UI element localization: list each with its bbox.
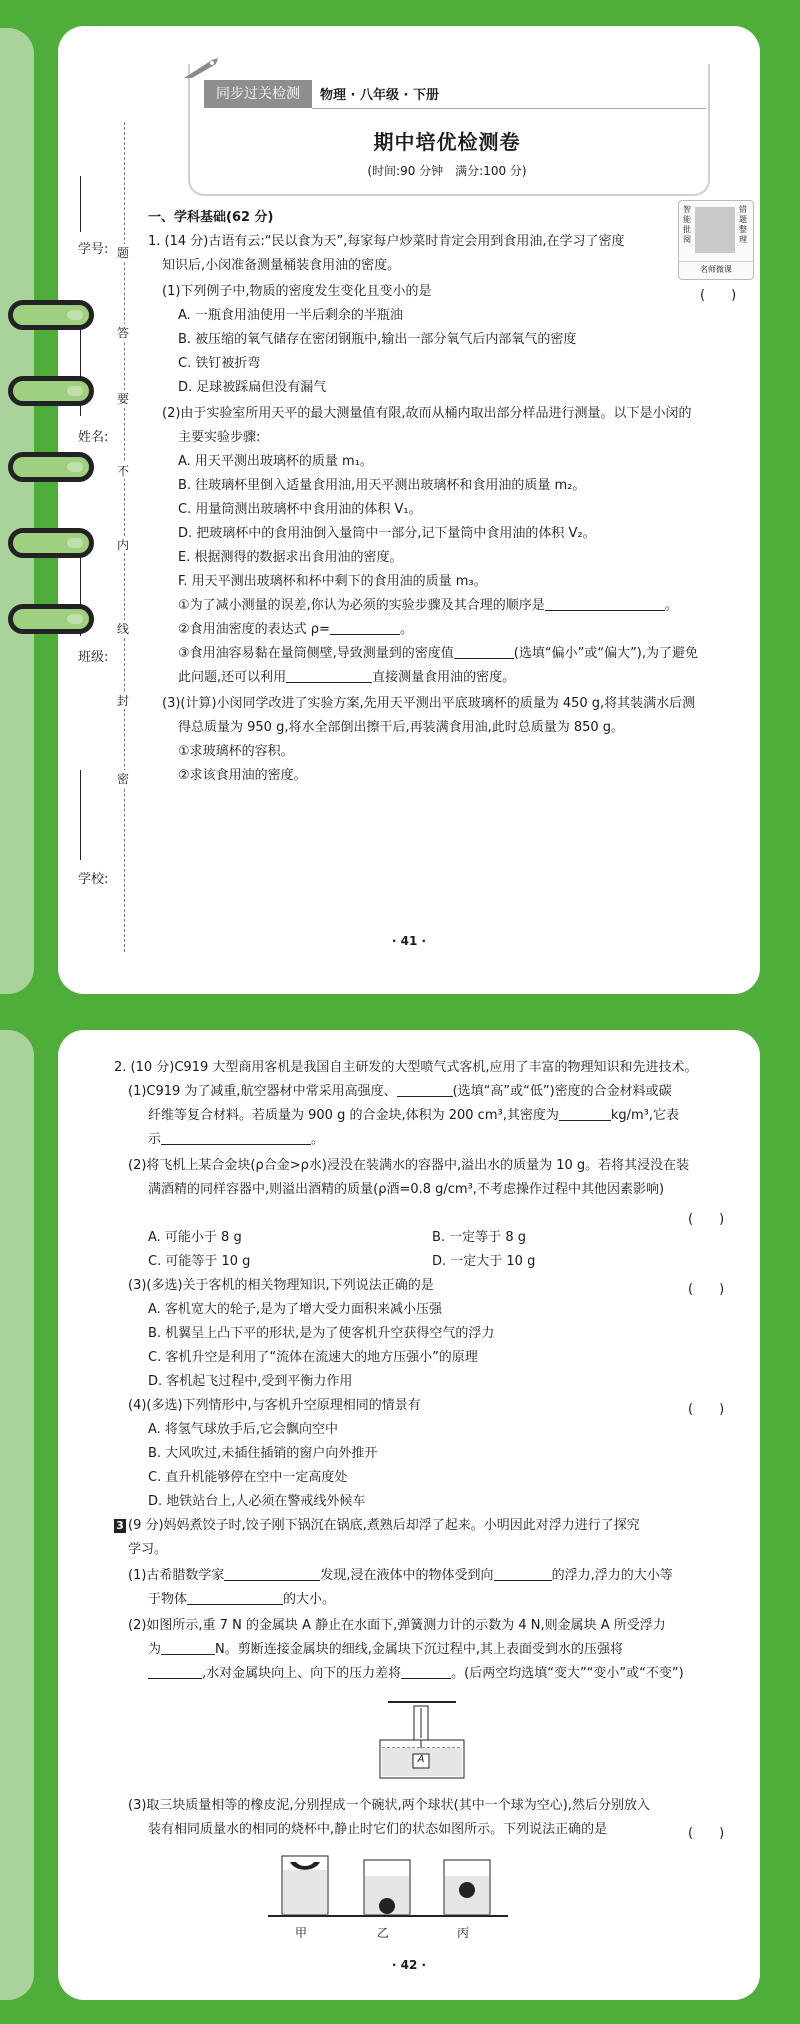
left-tab-bottom bbox=[0, 1030, 34, 2000]
seal-char: 密 bbox=[117, 772, 130, 786]
answer-paren[interactable]: ( ) bbox=[688, 1402, 725, 1417]
answer-blank[interactable] bbox=[286, 668, 372, 683]
q1-option-d: D. 足球被踩扁但没有漏气 bbox=[178, 380, 327, 395]
q3-part3-line2: 装有相同质量水的相同的烧杯中,静止时它们的状态如图所示。下列说法正确的是 bbox=[148, 1822, 608, 1837]
beaker-label-bing: 丙 bbox=[457, 1926, 470, 1940]
q3-line2: 学习。 bbox=[128, 1542, 168, 1557]
q1-option-a: A. 一瓶食用油使用一半后剩余的半瓶油 bbox=[178, 308, 403, 323]
beakers-figure bbox=[268, 1848, 508, 1922]
answer-blank[interactable] bbox=[224, 1566, 320, 1581]
q2-part4-option-b: B. 大风吹过,未插住插销的窗户向外推开 bbox=[148, 1446, 378, 1461]
binder-ring bbox=[8, 452, 94, 482]
q2-part4-option-c: C. 直升机能够停在空中一定高度处 bbox=[148, 1470, 348, 1485]
seal-char: 题 bbox=[117, 246, 130, 260]
seal-char: 封 bbox=[117, 694, 130, 708]
q2-part3-option-b: B. 机翼呈上凸下平的形状,是为了使客机升空获得空气的浮力 bbox=[148, 1326, 495, 1341]
rocket-icon bbox=[182, 56, 222, 80]
fig-label-a: A bbox=[417, 1754, 425, 1765]
page-42 bbox=[58, 1030, 760, 2000]
q2-title: 2. (10 分)C919 大型商用客机是我国自主研发的大型喷气式客机,应用了丰富的物理知识和先进技术。 bbox=[114, 1060, 698, 1075]
seal-char: 答 bbox=[117, 326, 130, 340]
left-tab-top bbox=[0, 28, 34, 994]
answer-blank[interactable] bbox=[454, 644, 514, 659]
qr-code-image bbox=[695, 207, 735, 253]
q2-part2-option-b: B. 一定等于 8 g bbox=[432, 1230, 526, 1245]
q2-part2-line2: 满酒精的同样容器中,则溢出酒精的质量(ρ酒=0.8 g/cm³,不考虑操作过程中其他因素影响) bbox=[148, 1182, 665, 1197]
step-f: F. 用天平测出玻璃杯和杯中剩下的食用油的质量 m₃。 bbox=[178, 574, 487, 589]
q1-line1: 1. (14 分)古语有云:“民以食为天”,每家每户炒菜时肯定会用到食用油,在学习了密度 bbox=[148, 234, 625, 249]
sub-question-1: ①为了减小测量的误差,你认为必须的实验步骤及其合理的顺序是 。 bbox=[178, 598, 678, 613]
binder-ring bbox=[8, 604, 94, 634]
q2-part3-option-a: A. 客机宽大的轮子,是为了增大受力面积来减小压强 bbox=[148, 1302, 443, 1317]
header-subject: 物理 · 八年级 · 下册 bbox=[320, 88, 439, 103]
step-d: D. 把玻璃杯中的食用油倒入量筒中一部分,记下量筒中食用油的体积 V₂。 bbox=[178, 526, 596, 541]
q3-part1-line2: 于物体 的大小。 bbox=[148, 1592, 336, 1607]
answer-blank[interactable] bbox=[330, 620, 400, 635]
q1-option-c: C. 铁钉被折弯 bbox=[178, 356, 261, 371]
qr-code-box[interactable] bbox=[678, 200, 754, 280]
page-number: · 41 · bbox=[391, 934, 427, 948]
page-41 bbox=[58, 26, 760, 994]
school-label: 学校: bbox=[78, 872, 109, 887]
page-number: · 42 · bbox=[391, 1958, 427, 1972]
q3-part2-line1: (2)如图所示,重 7 N 的金属块 A 静止在水面下,弹簧测力计的示数为 4 N,则金属块 A 所受浮力 bbox=[128, 1618, 666, 1633]
step-e: E. 根据测得的数据求出食用油的密度。 bbox=[178, 550, 403, 565]
step-c: C. 用量筒测出玻璃杯中食用油的体积 V₁。 bbox=[178, 502, 422, 517]
sub-question-2: ②食用油密度的表达式 ρ= 。 bbox=[178, 622, 413, 637]
answer-blank[interactable] bbox=[494, 1566, 552, 1581]
beaker-label-yi: 乙 bbox=[377, 1926, 390, 1940]
student-no-field[interactable] bbox=[80, 176, 82, 232]
q2-part1-line2: 纤维等复合材料。若质量为 900 g 的合金块,体积为 200 cm³,其密度为 kg/m³,它表 bbox=[148, 1108, 679, 1123]
class-label: 班级: bbox=[78, 650, 109, 665]
q2-part4-option-a: A. 将氢气球放手后,它会飘向空中 bbox=[148, 1422, 339, 1437]
seal-char: 不 bbox=[117, 464, 130, 478]
answer-blank[interactable] bbox=[187, 1590, 283, 1605]
section-heading: 一、学科基础(62 分) bbox=[148, 210, 274, 225]
q2-part2-line1: (2)将飞机上某合金块(ρ合金>ρ水)浸没在装满水的容器中,溢出水的质量为 10 g。若将其浸没在装 bbox=[128, 1158, 690, 1173]
q3-part3-line1: (3)取三块质量相等的橡皮泥,分别捏成一个碗状,两个球状(其中一个球为空心),然后分别放入 bbox=[128, 1798, 650, 1813]
q1-part3-line2: 得总质量为 950 g,将水全部倒出擦干后,再装满食用油,此时总质量为 850 g。 bbox=[178, 720, 625, 735]
name-label: 姓名: bbox=[78, 430, 109, 445]
beaker-bing bbox=[444, 1860, 490, 1914]
answer-blank[interactable] bbox=[161, 1130, 311, 1145]
q2-part2-option-d: D. 一定大于 10 g bbox=[432, 1254, 536, 1269]
sub-question-3-line2: 此问题,还可以利用 直接测量食用油的密度。 bbox=[178, 670, 516, 685]
q2-part3: (3)(多选)关于客机的相关物理知识,下列说法正确的是 bbox=[128, 1278, 434, 1293]
binder-ring bbox=[8, 300, 94, 330]
answer-blank[interactable] bbox=[401, 1664, 451, 1679]
binder-ring bbox=[8, 528, 94, 558]
sub-question-3-line1: ③食用油容易黏在量筒侧壁,导致测量到的密度值 (选填“偏小”或“偏大”),为了避免 bbox=[178, 646, 699, 661]
q2-part2-option-a: A. 可能小于 8 g bbox=[148, 1230, 242, 1245]
q2-part2-option-c: C. 可能等于 10 g bbox=[148, 1254, 251, 1269]
answer-blank[interactable] bbox=[161, 1640, 215, 1655]
beaker-yi bbox=[364, 1860, 410, 1914]
header-rule bbox=[312, 108, 706, 109]
q1-line2: 知识后,小闵准备测量桶装食用油的密度。 bbox=[162, 258, 401, 273]
seal-char: 内 bbox=[117, 538, 130, 552]
student-no-label: 学号: bbox=[78, 242, 109, 257]
header-badge: 同步过关检测 bbox=[204, 80, 312, 108]
q1-part2-line1: (2)由于实验室所用天平的最大测量值有限,故而从桶内取出部分样品进行测量。以下是小闵的 bbox=[162, 406, 692, 421]
page-title: 期中培优检测卷 bbox=[373, 130, 521, 154]
step-a: A. 用天平测出玻璃杯的质量 m₁。 bbox=[178, 454, 373, 469]
q3-part2-line3: ,水对金属块向上、向下的压力差将 。(后两空均选填“变大”“变小”或“不变”) bbox=[148, 1662, 684, 1686]
step-b: B. 往玻璃杯里倒入适量食用油,用天平测出玻璃杯和食用油的质量 m₂。 bbox=[178, 478, 586, 493]
answer-paren[interactable]: ( ) bbox=[688, 1826, 725, 1841]
answer-blank[interactable] bbox=[545, 596, 665, 611]
school-field[interactable] bbox=[80, 770, 82, 860]
answer-blank[interactable] bbox=[559, 1106, 611, 1121]
answer-blank[interactable] bbox=[397, 1082, 453, 1097]
q2-part3-option-d: D. 客机起飞过程中,受到平衡力作用 bbox=[148, 1374, 353, 1389]
q2-part4-option-d: D. 地铁站台上,人必须在警戒线外候车 bbox=[148, 1494, 366, 1509]
binder-ring bbox=[8, 376, 94, 406]
answer-paren[interactable]: ( ) bbox=[700, 288, 737, 303]
q1-option-b: B. 被压缩的氧气储存在密闭钢瓶中,输出一部分氧气后内部氧气的密度 bbox=[178, 332, 577, 347]
answer-paren[interactable]: ( ) bbox=[688, 1212, 725, 1227]
q2-part3-option-c: C. 客机升空是利用了“流体在流速大的地方压强小”的原理 bbox=[148, 1350, 478, 1365]
q3-part1-line1: (1)古希腊数学家 发现,浸在液体中的物体受到向 的浮力,浮力的大小等 bbox=[128, 1568, 673, 1583]
seal-char: 要 bbox=[117, 392, 130, 406]
seal-char: 线 bbox=[117, 622, 130, 636]
qr-caption: 名师微课 bbox=[679, 261, 753, 275]
beaker-jia bbox=[282, 1856, 328, 1914]
q1-part3-line1: (3)(计算)小闵同学改进了实验方案,先用天平测出平底玻璃杯的质量为 450 g,将其装满水后测 bbox=[162, 696, 696, 711]
time-info: (时间:90 分钟 满分:100 分) bbox=[367, 164, 527, 178]
answer-paren[interactable]: ( ) bbox=[688, 1282, 725, 1297]
q2-part4: (4)(多选)下列情形中,与客机升空原理相同的情景有 bbox=[128, 1398, 421, 1413]
beaker-label-jia: 甲 bbox=[295, 1926, 308, 1940]
q3-part2-line2: 为 N。剪断连接金属块的细线,金属块下沉过程中,其上表面受到水的压强将 bbox=[148, 1642, 624, 1657]
spring-balance-figure bbox=[372, 1698, 472, 1780]
q2-part1-line3: 示 。 bbox=[148, 1132, 325, 1147]
qr-side-right: 错题整理 bbox=[739, 205, 747, 244]
q1-part3-a: ①求玻璃杯的容积。 bbox=[178, 744, 294, 759]
q1-part1: (1)下列例子中,物质的密度发生变化且变小的是 bbox=[162, 284, 432, 299]
answer-blank[interactable] bbox=[148, 1664, 202, 1679]
q1-part2-line2: 主要实验步骤: bbox=[178, 430, 261, 445]
q2-part1-line1: (1)C919 为了减重,航空器材中常采用高强度、 (选填“高”或“低”)密度的合金材料或碳 bbox=[128, 1084, 672, 1099]
q3-number-badge: 3 bbox=[114, 1519, 126, 1533]
qr-side-left: 智能批阅 bbox=[683, 205, 691, 244]
q1-part3-b: ②求该食用油的密度。 bbox=[178, 768, 307, 783]
q3-line1: (9 分)妈妈煮饺子时,饺子刚下锅沉在锅底,煮熟后却浮了起来。小明因此对浮力进行了探究 bbox=[128, 1518, 640, 1533]
